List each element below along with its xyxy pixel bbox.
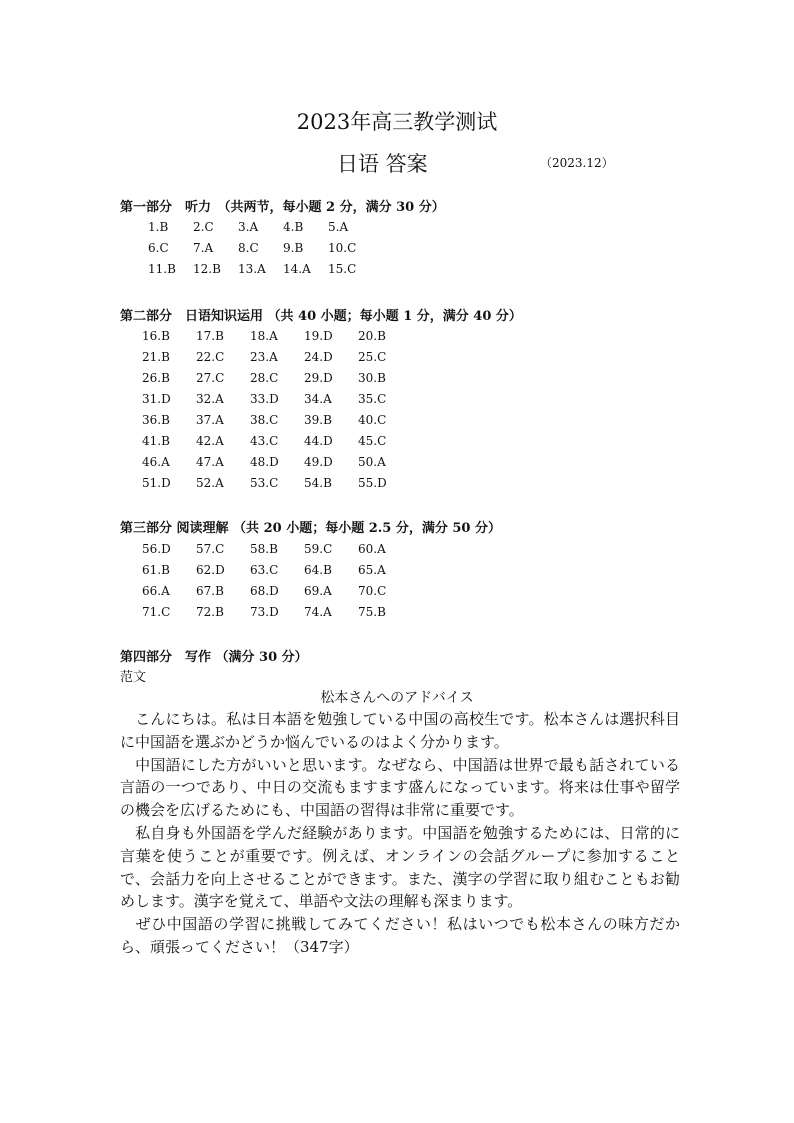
answer-cell: 52.A (196, 476, 224, 490)
answer-cell: 56.D (142, 542, 171, 556)
answer-cell: 33.D (250, 392, 279, 406)
answer-cell: 29.D (304, 371, 333, 385)
exam-date: （2023.12） (540, 156, 614, 170)
answer-cell: 16.B (142, 329, 170, 343)
answer-cell: 61.B (142, 563, 170, 577)
answer-row (148, 241, 373, 262)
answer-cell: 55.D (358, 476, 387, 490)
answer-cell: 11.B (148, 262, 176, 276)
answer-cell: 10.C (328, 241, 357, 255)
answer-row (142, 455, 412, 476)
answer-cell: 3.A (238, 220, 259, 234)
answer-cell: 35.C (358, 392, 387, 406)
answer-row (148, 220, 373, 241)
answer-cell: 60.A (358, 542, 386, 556)
part3-answer-grid (142, 542, 412, 626)
answer-cell: 45.C (358, 434, 387, 448)
answer-cell: 18.A (250, 329, 278, 343)
answer-cell: 53.C (250, 476, 279, 490)
part2-answer-grid (142, 329, 412, 497)
answer-cell: 6.C (148, 241, 169, 255)
answer-cell: 26.B (142, 371, 170, 385)
essay-paragraph: こんにちは。私は日本語を勉強している中国の高校生です。松本さんは選択科目に中国語を選ぶかどうか悩んでいるのはよく分かります。 (120, 710, 680, 751)
answer-cell: 62.D (196, 563, 225, 577)
answer-row (148, 262, 373, 283)
answer-cell: 57.C (196, 542, 225, 556)
answer-cell: 24.D (304, 350, 333, 364)
answer-cell: 13.A (238, 262, 266, 276)
answer-cell: 32.A (196, 392, 224, 406)
answer-cell: 47.A (196, 455, 224, 469)
answer-cell: 17.B (196, 329, 224, 343)
answer-cell: 25.C (358, 350, 387, 364)
answer-cell: 19.D (304, 329, 333, 343)
answer-row (142, 605, 412, 626)
answer-cell: 72.B (196, 605, 224, 619)
answer-row (142, 584, 412, 605)
part1-heading: 第一部分 听力 （共两节，每小题 2 分，满分 30 分） (120, 200, 445, 215)
answer-cell: 12.B (193, 262, 221, 276)
answer-cell: 44.D (304, 434, 333, 448)
answer-cell: 31.D (142, 392, 171, 406)
answer-row (142, 563, 412, 584)
answer-cell: 37.A (196, 413, 224, 427)
answer-cell: 22.C (196, 350, 225, 364)
answer-cell: 64.B (304, 563, 332, 577)
answer-cell: 28.C (250, 371, 279, 385)
part2-heading: 第二部分 日语知识运用 （共 40 小题；每小题 1 分，满分 40 分） (120, 309, 522, 324)
answer-cell: 50.A (358, 455, 386, 469)
answer-cell: 67.B (196, 584, 224, 598)
part1-answer-grid (148, 220, 373, 283)
answer-cell: 63.C (250, 563, 279, 577)
answer-cell: 70.C (358, 584, 387, 598)
essay-paragraph: 私自身も外国語を学んだ経験があります。中国語を勉強するためには、日常的に言葉を使うことが重要です。例えば、オンラインの会話グループに参加することで、会話力を向上させることができます。また、漢字の学習に取り組むこともお勧めします。漢字を覚えて、単語や文法の理解も深まります。 (120, 823, 680, 911)
answer-cell: 74.A (304, 605, 332, 619)
answer-cell: 34.A (304, 392, 332, 406)
answer-cell: 23.A (250, 350, 278, 364)
answer-cell: 36.B (142, 413, 170, 427)
answer-cell: 46.A (142, 455, 170, 469)
answer-cell: 75.B (358, 605, 386, 619)
essay-paragraph: ぜひ中国語の学習に挑戦してみてください！私はいつでも松本さんの味方だから、頑張ってください！（347字） (120, 915, 680, 956)
answer-cell: 20.B (358, 329, 386, 343)
answer-row (142, 371, 412, 392)
answer-cell: 38.C (250, 413, 279, 427)
page-subtitle: 日语 答案 (337, 152, 428, 176)
answer-row (142, 434, 412, 455)
answer-cell: 51.D (142, 476, 171, 490)
answer-cell: 69.A (304, 584, 332, 598)
part4-heading: 第四部分 写作 （满分 30 分） (120, 650, 308, 665)
answer-cell: 49.D (304, 455, 333, 469)
answer-row (142, 329, 412, 350)
answer-cell: 5.A (328, 220, 349, 234)
answer-cell: 1.B (148, 220, 169, 234)
answer-cell: 59.C (304, 542, 333, 556)
answer-cell: 68.D (250, 584, 279, 598)
answer-cell: 21.B (142, 350, 170, 364)
page-title: 2023年高三教学测试 (296, 110, 498, 134)
answer-cell: 42.A (196, 434, 224, 448)
model-essay-label: 范文 (120, 670, 147, 685)
answer-cell: 15.C (328, 262, 357, 276)
answer-cell: 71.C (142, 605, 171, 619)
essay-body (120, 708, 680, 959)
answer-cell: 9.B (283, 241, 304, 255)
answer-cell: 54.B (304, 476, 332, 490)
answer-cell: 27.C (196, 371, 225, 385)
answer-cell: 4.B (283, 220, 304, 234)
answer-cell: 30.B (358, 371, 386, 385)
answer-cell: 8.C (238, 241, 259, 255)
answer-cell: 43.C (250, 434, 279, 448)
answer-cell: 14.A (283, 262, 311, 276)
answer-cell: 40.C (358, 413, 387, 427)
part3-heading: 第三部分 阅读理解 （共 20 小题；每小题 2.5 分，满分 50 分） (120, 521, 502, 536)
answer-row (142, 392, 412, 413)
answer-cell: 7.A (193, 241, 214, 255)
answer-cell: 48.D (250, 455, 279, 469)
answer-cell: 73.D (250, 605, 279, 619)
answer-row (142, 350, 412, 371)
answer-cell: 66.A (142, 584, 170, 598)
answer-row (142, 476, 412, 497)
answer-row (142, 542, 412, 563)
answer-cell: 58.B (250, 542, 278, 556)
essay-paragraph: 中国語にした方がいいと思います。なぜなら、中国語は世界で最も話されている言語の一つであり、中日の交流もますます盛んになっています。将来は仕事や留学の機会を広げるためにも、中国語の習得は非常に重要です。 (120, 755, 680, 820)
answer-cell: 41.B (142, 434, 170, 448)
essay-title: 松本さんへのアドバイス (320, 690, 474, 706)
answer-row (142, 413, 412, 434)
answer-cell: 39.B (304, 413, 332, 427)
answer-cell: 65.A (358, 563, 386, 577)
answer-cell: 2.C (193, 220, 214, 234)
